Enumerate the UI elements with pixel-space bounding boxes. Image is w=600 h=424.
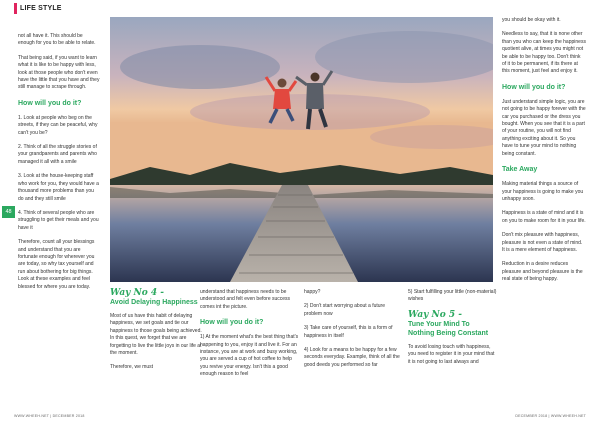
section-header [14, 3, 62, 14]
subheading: How will you do it? [18, 99, 82, 107]
paragraph: 1. Look at people who beg on the streets, if they can be peaceful, why can't you be? [18, 114, 98, 136]
way-4-title: Avoid Delaying Happiness [110, 299, 198, 306]
header-accent-bar [14, 3, 17, 14]
paragraph: 4. Think of several people who are struggling to get their meals and you have it [18, 209, 99, 231]
paragraph: Therefore, we must [110, 364, 154, 371]
paragraph: 4) Look for a means to be happy for a few seconds everyday. Example, think of all the good deeds you performed so far [304, 347, 400, 368]
article-column-1 [18, 33, 100, 298]
paragraph: 2. Think of all the struggle stories of your grandparents and parents who managed it all with a smile [18, 144, 97, 165]
page-number-badge: 48 [2, 206, 15, 218]
paragraph: 1) At the moment what's the best thing that's happening to you, enjoy it and live it. For an instance, you are at work and busy working, you are served a cup of hot coffee to help you revive your energy. Isn't this a good enough reason to feel [200, 334, 299, 378]
paragraph: not all have it. This should be enough for you to be able to relate. [18, 33, 96, 47]
paragraph: Just understand simple logic, you are not going to be happy forever with the car you purchased or the dress you bought. When you see that it is a part of your routine, you will not find anything exciting about it. So you have to tune your mind to nothing being constant. [502, 98, 586, 157]
way-5-title: Tune Your Mind To Nothing Being Constant [408, 320, 489, 337]
section-title: LIFE STYLE [20, 5, 62, 12]
paragraph: To avoid losing touch with happiness, you need to register it in your mind that it is not going to last always and [408, 343, 495, 365]
subheading: How will you do it? [502, 83, 566, 91]
article-column-5 [408, 289, 498, 373]
footer-right: DECEMBER 2018 | WWW.WHEEH.NET [515, 414, 586, 418]
paragraph: Needless to say, that it is none other than you who can keep the happiness quotient alive, at times you might not be able to be happy too. Don't think of it to be permanent, if its there at this moment, just feel and enjoy it. [502, 31, 586, 75]
article-column-4 [304, 289, 400, 376]
subheading: Take Away [502, 166, 538, 174]
way-4-heading [110, 289, 203, 307]
paragraph: 3. Look at the house-keeping staff who work for you, they would have a thousand more problems than you do and they still smile [18, 173, 99, 202]
paragraph: 5) Start fulfilling your little (non-material) wishes [408, 289, 497, 303]
paragraph: Making material things a source of your happiness is going to make you unhappy soon. [502, 181, 584, 202]
hero-photo-jumping-couple-on-pier [110, 17, 493, 282]
way-5-label: Way No 5 - [408, 309, 463, 320]
paragraph: understand that happiness needs to be understood and felt even before success comes int the picture. [200, 289, 291, 310]
article-column-2 [110, 289, 203, 379]
paragraph: 3) Take care of yourself, this is a form of happiness in itself [304, 325, 393, 339]
way-4-label: Way No 4 - [110, 288, 165, 298]
paragraph: Most of us have this habit of delaying happiness, we set goals and tie our happiness to those goals being achieved. In this quest, we forget that we are forgetting to live the little joys in our life at the moment. [110, 313, 202, 357]
paragraph: happy? [304, 289, 321, 295]
way-5-heading [408, 311, 498, 338]
article-column-3 [200, 289, 300, 386]
paragraph: Don't mix pleasure with happiness, pleasure is not even a state of mind. It is a mere element of happiness. [502, 232, 583, 253]
paragraph: 2) Don't start worrying about a future problem now [304, 303, 385, 317]
paragraph: That being said, if you want to learn what it is like to be happy with less, look at those people who don't even have the little that you have and they still manage to scrape through. [18, 54, 100, 91]
paragraph: Reduction in a desire reduces pleasure and beyond pleasure is the real state of being happy. [502, 261, 583, 283]
paragraph: Happiness is a state of mind and it is on you to make room for it in your life. [502, 210, 586, 224]
paragraph: you should be okay with it. [502, 17, 561, 23]
subheading: How will you do it? [200, 319, 264, 327]
footer-left: WWW.WHEEH.NET | DECEMBER 2018 [14, 414, 85, 418]
article-column-6 [502, 17, 586, 291]
paragraph: Therefore, count all your blessings and understand that you are fortunate enough for wherever you are today, so why tax yourself and run about bothering for big things. Look at these examples and feel blessed for where you are today. [18, 239, 95, 290]
